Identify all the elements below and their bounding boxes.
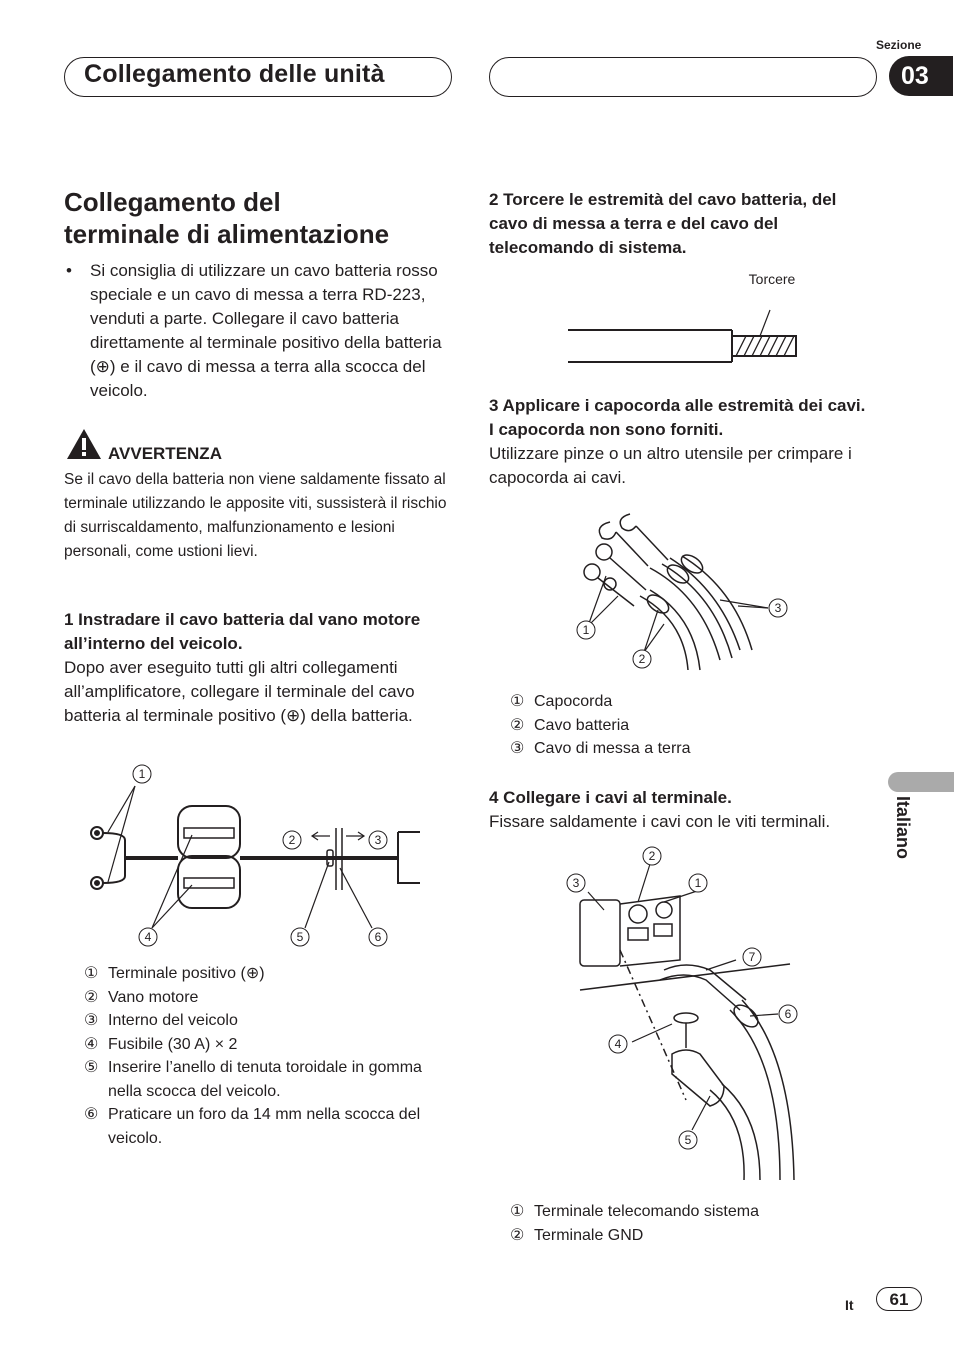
callout-1: 1: [582, 623, 590, 637]
footer-lang-code: It: [845, 1297, 854, 1313]
legend-item: ② Terminale GND: [510, 1226, 644, 1244]
warning-triangle-icon: [66, 428, 102, 460]
step1-title: 1 Instradare il cavo batteria dal vano motore all’interno del veicolo.: [64, 610, 421, 653]
callout-3: 3: [774, 601, 782, 615]
page-title: [64, 186, 464, 250]
callout-6: 6: [784, 1007, 792, 1021]
intro-bullet: [64, 259, 454, 403]
chapter-title: Collegamento delle unità: [84, 60, 385, 88]
legend-diagram4: [510, 1200, 870, 1247]
callout-1: 1: [138, 767, 146, 781]
battery-routing-diagram: [80, 760, 440, 950]
callout-2: 2: [638, 652, 646, 666]
legend-item: ⑥ Praticare un foro da 14 mm nella scocca del veicolo.: [84, 1106, 421, 1147]
terminal-connection-diagram: [560, 840, 810, 1190]
legend-item: ③ Interno del veicolo: [84, 1012, 238, 1029]
callout-3: 3: [572, 876, 580, 890]
callout-3: 3: [374, 833, 382, 847]
warning-title: AVVERTENZA: [108, 444, 222, 463]
legend-item: ② Cavo batteria: [510, 716, 630, 734]
step1-body: Dopo aver eseguito tutti gli altri collegamenti all’amplificatore, collegare il terminale del cavo batteria al terminale positivo (⊕) della batteria.: [64, 658, 415, 725]
step4-title: 4 Collegare i cavi al terminale.: [489, 788, 732, 807]
step3-title: 3 Applicare i capocorda alle estremità dei cavi. I capocorda non sono forniti.: [489, 396, 866, 439]
legend-item: ④ Fusibile (30 A) × 2: [84, 1035, 238, 1053]
title-line-2: terminale di alimentazione: [64, 219, 390, 249]
legend-item: ① Capocorda: [510, 693, 613, 710]
twist-label: Torcere: [748, 271, 796, 287]
sezione-label: Sezione: [876, 38, 922, 52]
bullet-text: Si consiglia di utilizzare un cavo batteria rosso speciale e un cavo di messa a terra RD-223, venduti a parte. Collegare il cavo batteria direttamente al terminale positivo della batteria (⊕) e il cavo di messa a terra alla scocca del veicolo.: [90, 261, 442, 400]
header-blank-pill: [489, 57, 877, 97]
step4-body: Fissare saldamente i cavi con le viti terminali.: [489, 812, 831, 831]
bullet-mark: •: [66, 261, 72, 280]
callout-4: 4: [614, 1037, 622, 1051]
callout-7: 7: [748, 950, 756, 964]
legend-diagram1: [84, 962, 444, 1150]
language-tab-marker: [888, 772, 954, 792]
legend-item: ⑤ Inserire l’anello di tenuta toroidale in gomma nella scocca del veicolo.: [84, 1059, 422, 1100]
callout-6: 6: [374, 930, 382, 944]
legend-diagram3: [510, 690, 870, 761]
legend-item: ① Terminale positivo (⊕): [84, 965, 265, 982]
callout-5: 5: [296, 930, 304, 944]
section-number-badge: 03: [889, 56, 953, 96]
legend-item: ① Terminale telecomando sistema: [510, 1203, 759, 1220]
legend-item: ③ Cavo di messa a terra: [510, 740, 691, 757]
title-line-1: Collegamento del: [64, 187, 281, 217]
legend-item: ② Vano motore: [84, 988, 199, 1006]
step2-title: 2 Torcere le estremità del cavo batteria, del cavo di messa a terra e del cavo del telecomando di sistema.: [489, 190, 837, 257]
callout-5: 5: [684, 1133, 692, 1147]
crimp-terminals-diagram: [570, 500, 800, 680]
callout-2: 2: [288, 833, 296, 847]
twist-wire-diagram: [560, 266, 810, 366]
page-number: 61: [876, 1287, 922, 1311]
language-tab-label: Italiano: [893, 796, 913, 860]
warning-text: Se il cavo della batteria non viene saldamente fissato al terminale utilizzando le apposite viti, sussisterà il rischio di surriscaldamento, malfunzionamento e lesioni personali, come ustioni lievi.: [64, 471, 447, 560]
callout-2: 2: [648, 849, 656, 863]
callout-4: 4: [144, 930, 152, 944]
callout-1: 1: [694, 876, 702, 890]
step3-body: Utilizzare pinze o un altro utensile per crimpare i capocorda ai cavi.: [489, 444, 852, 487]
